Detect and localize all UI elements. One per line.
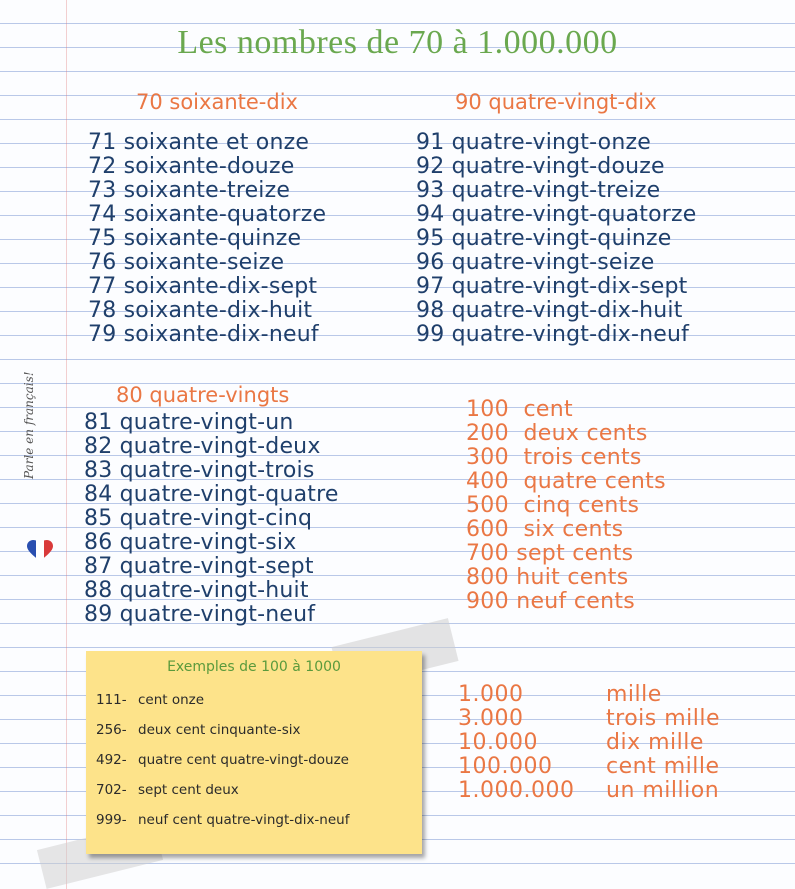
list-item: 77 soixante-dix-sept bbox=[88, 274, 318, 299]
list-item: 87 quatre-vingt-sept bbox=[84, 554, 314, 579]
list-item: 94 quatre-vingt-quatorze bbox=[416, 202, 697, 227]
list-item: 702- sept cent deux bbox=[96, 782, 239, 798]
list-item: 800 huit cents bbox=[466, 565, 629, 590]
list-item: 98 quatre-vingt-dix-huit bbox=[416, 298, 683, 323]
list-item: 89 quatre-vingt-neuf bbox=[84, 602, 316, 627]
list-70s bbox=[88, 131, 326, 347]
list-80s bbox=[84, 411, 339, 627]
list-item: 74 soixante-quatorze bbox=[88, 202, 327, 227]
list-item: 100.000 cent mille bbox=[458, 754, 720, 779]
list-item: 75 soixante-quinze bbox=[88, 226, 302, 251]
examples-title: Exemples de 100 à 1000 bbox=[167, 659, 341, 675]
list-item: 79 soixante-dix-neuf bbox=[88, 322, 319, 347]
list-item: 900 neuf cents bbox=[466, 589, 636, 614]
list-item: 111- cent onze bbox=[96, 692, 205, 708]
list-hundreds bbox=[466, 398, 666, 614]
examples-list bbox=[96, 689, 349, 839]
list-item: 96 quatre-vingt-seize bbox=[416, 250, 655, 275]
page-title: Les nombres de 70 à 1.000.000 bbox=[177, 24, 618, 61]
french-flag-heart-icon bbox=[27, 540, 53, 562]
list-item: 99 quatre-vingt-dix-neuf bbox=[416, 322, 690, 347]
list-item: 83 quatre-vingt-trois bbox=[84, 458, 315, 483]
heading-90: 90 quatre-vingt-dix bbox=[455, 90, 657, 114]
heading-80: 80 quatre-vingts bbox=[116, 383, 290, 407]
list-item: 76 soixante-seize bbox=[88, 250, 285, 275]
list-item: 81 quatre-vingt-un bbox=[84, 410, 294, 435]
list-item: 3.000 trois mille bbox=[458, 706, 721, 731]
list-item: 492- quatre cent quatre-vingt-douze bbox=[96, 752, 349, 768]
examples-sticky-note bbox=[86, 651, 422, 854]
list-item: 500 cinq cents bbox=[466, 493, 640, 518]
list-item: 700 sept cents bbox=[466, 541, 634, 566]
list-item: 97 quatre-vingt-dix-sept bbox=[416, 274, 688, 299]
list-item: 86 quatre-vingt-six bbox=[84, 530, 297, 555]
list-item: 1.000.000 un million bbox=[458, 778, 720, 803]
list-item: 600 six cents bbox=[466, 517, 624, 542]
list-item: 10.000 dix mille bbox=[458, 730, 704, 755]
list-item: 200 deux cents bbox=[466, 421, 648, 446]
list-item: 71 soixante et onze bbox=[88, 130, 310, 155]
list-90s bbox=[416, 131, 696, 347]
list-item: 78 soixante-dix-huit bbox=[88, 298, 313, 323]
list-item: 88 quatre-vingt-huit bbox=[84, 578, 309, 603]
list-item: 72 soixante-douze bbox=[88, 154, 295, 179]
list-item: 73 soixante-treize bbox=[88, 178, 291, 203]
list-item: 95 quatre-vingt-quinze bbox=[416, 226, 672, 251]
list-item: 1.000 mille bbox=[458, 682, 662, 707]
side-slogan: Parle en français! bbox=[22, 371, 36, 479]
list-item: 91 quatre-vingt-onze bbox=[416, 130, 651, 155]
list-item: 300 trois cents bbox=[466, 445, 642, 470]
list-item: 93 quatre-vingt-treize bbox=[416, 178, 661, 203]
heading-70: 70 soixante-dix bbox=[136, 90, 298, 114]
list-item: 84 quatre-vingt-quatre bbox=[84, 482, 339, 507]
list-item: 100 cent bbox=[466, 397, 573, 422]
list-item: 85 quatre-vingt-cinq bbox=[84, 506, 313, 531]
list-item: 82 quatre-vingt-deux bbox=[84, 434, 321, 459]
list-item: 999- neuf cent quatre-vingt-dix-neuf bbox=[96, 812, 350, 828]
list-item: 256- deux cent cinquante-six bbox=[96, 722, 301, 738]
list-item: 400 quatre cents bbox=[466, 469, 666, 494]
list-item: 92 quatre-vingt-douze bbox=[416, 154, 665, 179]
list-big-numbers bbox=[458, 683, 720, 803]
